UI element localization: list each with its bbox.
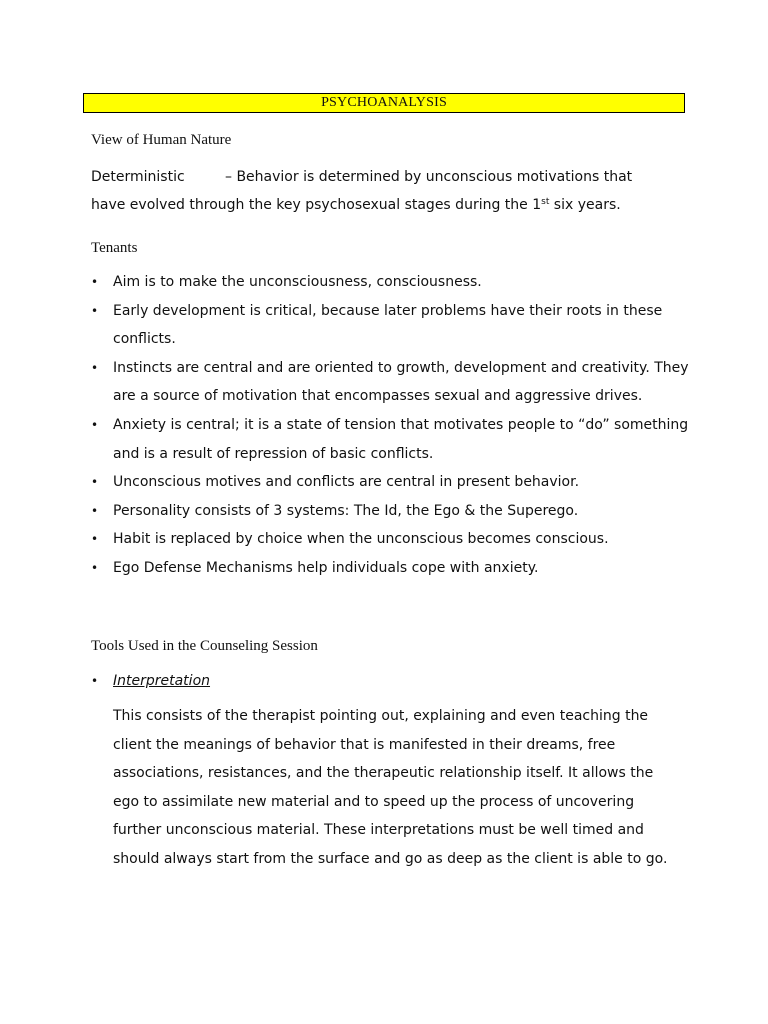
list-item (91, 525, 691, 554)
tenant-text: Unconscious motives and conflicts are central in present behavior. (113, 474, 580, 491)
list-item (91, 354, 691, 411)
bullet-icon: • (91, 475, 99, 490)
list-item (91, 554, 691, 583)
list-item (91, 297, 691, 354)
definition-line-1 (91, 163, 691, 191)
tenant-text: Ego Defense Mechanisms help individuals cope with anxiety. (113, 559, 539, 576)
document-title: PSYCHOANALYSIS (83, 93, 685, 113)
view-of-human-nature-heading: View of Human Nature (91, 132, 232, 148)
tenant-text: Personality consists of 3 systems: The Id, the Ego & the Superego. (113, 502, 579, 519)
bullet-icon: • (91, 532, 99, 547)
tenant-text: Early development is critical, because later problems have their roots in these conflicts. (113, 302, 663, 348)
tenants-list (91, 268, 691, 583)
deterministic-definition (91, 163, 691, 219)
bullet-icon: • (91, 560, 99, 575)
tools-heading: Tools Used in the Counseling Session (91, 638, 318, 654)
list-item (91, 411, 691, 468)
bullet-icon: • (91, 674, 99, 688)
definition-line-2 (91, 191, 691, 219)
bullet-icon: • (91, 503, 99, 518)
interpretation-label: Interpretation (113, 673, 211, 689)
tenant-text: Aim is to make the unconsciousness, consciousness. (113, 274, 482, 290)
tenant-text: Anxiety is central; it is a state of tension that motivates people to “do” something and is a result of repression of basic conflicts. (113, 416, 689, 462)
deterministic-term: Deterministic (91, 169, 185, 185)
tenant-text: Habit is replaced by choice when the unconscious becomes conscious. (113, 531, 609, 548)
bullet-icon: • (91, 303, 99, 318)
definition-text-1: – Behavior is determined by unconscious motivations that (225, 169, 633, 185)
interpretation-description: This consists of the therapist pointing out, explaining and even teaching the client the meanings of behavior that is manifested in their dreams, free associations, resistances, and the therapeutic relationship itself. It allows the ego to assimilate new material and to speed up the process of uncovering further unconscious material. These interpretations must be well timed and should always start from the surface and go as deep as the client is able to go. (113, 708, 668, 867)
list-item (91, 468, 691, 497)
bullet-icon: • (91, 417, 99, 432)
bullet-icon: • (91, 275, 99, 289)
interpretation-item (91, 667, 691, 695)
definition-text-2b: six years. (549, 197, 621, 213)
list-item (91, 268, 691, 297)
ordinal-superscript: st (541, 197, 550, 207)
bullet-icon: • (91, 360, 99, 375)
definition-text-2a: have evolved through the key psychosexual stages during the 1 (91, 197, 542, 213)
tenant-text: Instincts are central and are oriented to growth, development and creativity. They are a source of motivation that encompasses sexual and aggressive drives. (113, 359, 689, 405)
tenants-heading: Tenants (91, 240, 138, 256)
list-item (91, 497, 691, 526)
